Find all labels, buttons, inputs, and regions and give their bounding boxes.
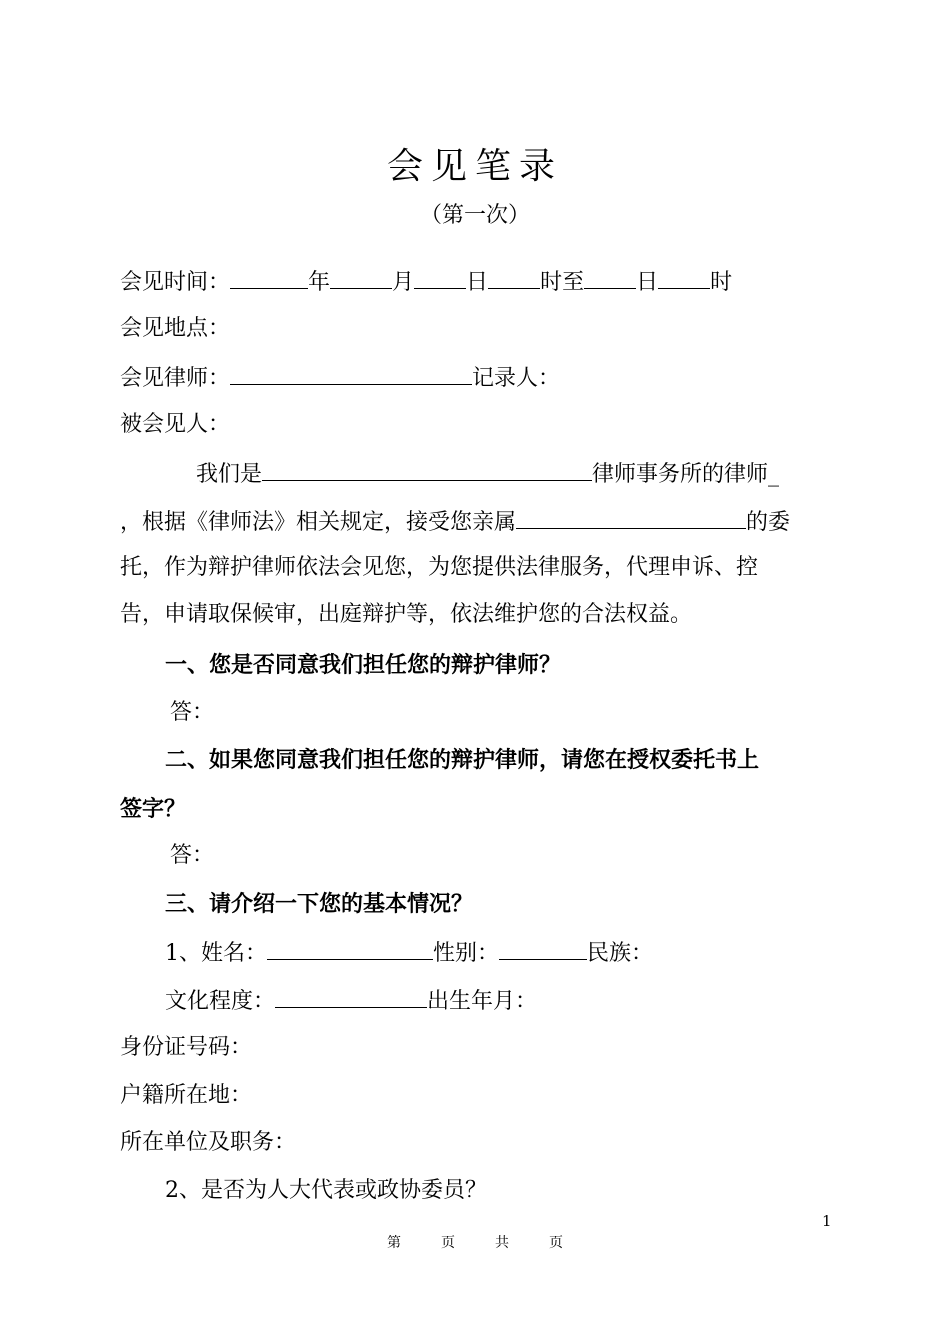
intro-line-2 bbox=[120, 506, 790, 538]
intro-mid: 律师事务所的律师_ bbox=[592, 462, 780, 487]
name-gender-line bbox=[165, 937, 653, 969]
question-2-line-1: 二、如果您同意我们担任您的辩护律师，请您在授权委托书上 bbox=[165, 747, 760, 773]
lawyer-label: 会见律师： bbox=[120, 366, 231, 391]
lawyer-line bbox=[120, 362, 560, 394]
education-line bbox=[165, 985, 537, 1017]
footer-ye: 页 bbox=[441, 1235, 455, 1251]
npc-question-line: 2、是否为人大代表或政协委员？ bbox=[165, 1178, 487, 1203]
meeting-time-line bbox=[120, 266, 732, 298]
birth-label: 出生年月： bbox=[427, 989, 538, 1014]
blank-hour2[interactable] bbox=[658, 266, 710, 289]
blank-name[interactable] bbox=[267, 937, 433, 960]
blank-day[interactable] bbox=[414, 266, 466, 289]
ethnicity-label: 民族： bbox=[587, 941, 654, 966]
document-subtitle: （第一次） bbox=[419, 203, 530, 228]
page-number: 1 bbox=[822, 1212, 832, 1230]
household-line: 户籍所在地： bbox=[120, 1083, 253, 1108]
blank-education[interactable] bbox=[275, 985, 427, 1008]
meeting-place-line: 会见地点： bbox=[120, 316, 231, 341]
intro-p2-end: 的委 bbox=[746, 510, 791, 535]
day-label: 日 bbox=[466, 270, 489, 295]
blank-lawyer[interactable] bbox=[230, 362, 472, 385]
meeting-time-label: 会见时间： bbox=[120, 270, 231, 295]
recorder-label: 记录人： bbox=[472, 366, 561, 391]
intro-line-3: 托，作为辩护律师依法会见您，为您提供法律服务，代理申诉、控 bbox=[120, 555, 759, 580]
answer-1: 答： bbox=[170, 700, 215, 725]
year-label: 年 bbox=[308, 270, 331, 295]
intro-p2-start: ，根据《律师法》相关规定，接受您亲属 bbox=[120, 510, 517, 535]
blank-relative[interactable] bbox=[516, 506, 746, 529]
employer-line: 所在单位及职务： bbox=[120, 1130, 297, 1155]
question-2-line-2: 签字？ bbox=[120, 796, 187, 822]
blank-gender[interactable] bbox=[499, 937, 587, 960]
name-label: 1、姓名： bbox=[165, 941, 267, 966]
blank-law-firm[interactable] bbox=[262, 458, 592, 481]
hour-to-label: 时至 bbox=[540, 270, 585, 295]
blank-day2[interactable] bbox=[584, 266, 636, 289]
intro-line-1 bbox=[196, 458, 779, 490]
gender-label: 性别： bbox=[433, 941, 500, 966]
month-label: 月 bbox=[392, 270, 415, 295]
answer-2: 答： bbox=[170, 843, 215, 868]
question-1: 一、您是否同意我们担任您的辩护律师？ bbox=[165, 652, 562, 678]
day2-label: 日 bbox=[636, 270, 659, 295]
intro-line-4: 告，申请取保候审，出庭辩护等，依法维护您的合法权益。 bbox=[120, 602, 693, 627]
footer-di: 第 bbox=[387, 1235, 401, 1251]
education-label: 文化程度： bbox=[165, 989, 276, 1014]
id-number-line: 身份证号码： bbox=[120, 1035, 253, 1060]
intro-start: 我们是 bbox=[196, 462, 263, 487]
page-footer bbox=[0, 1232, 950, 1252]
footer-ye2: 页 bbox=[549, 1235, 563, 1251]
blank-month[interactable] bbox=[330, 266, 392, 289]
question-3: 三、请介绍一下您的基本情况？ bbox=[165, 891, 474, 917]
interviewee-line: 被会见人： bbox=[120, 412, 231, 437]
blank-hour[interactable] bbox=[488, 266, 540, 289]
document-title: 会见笔录 bbox=[386, 146, 563, 187]
hour2-label: 时 bbox=[710, 270, 733, 295]
blank-year[interactable] bbox=[230, 266, 308, 289]
footer-gong: 共 bbox=[495, 1235, 509, 1251]
